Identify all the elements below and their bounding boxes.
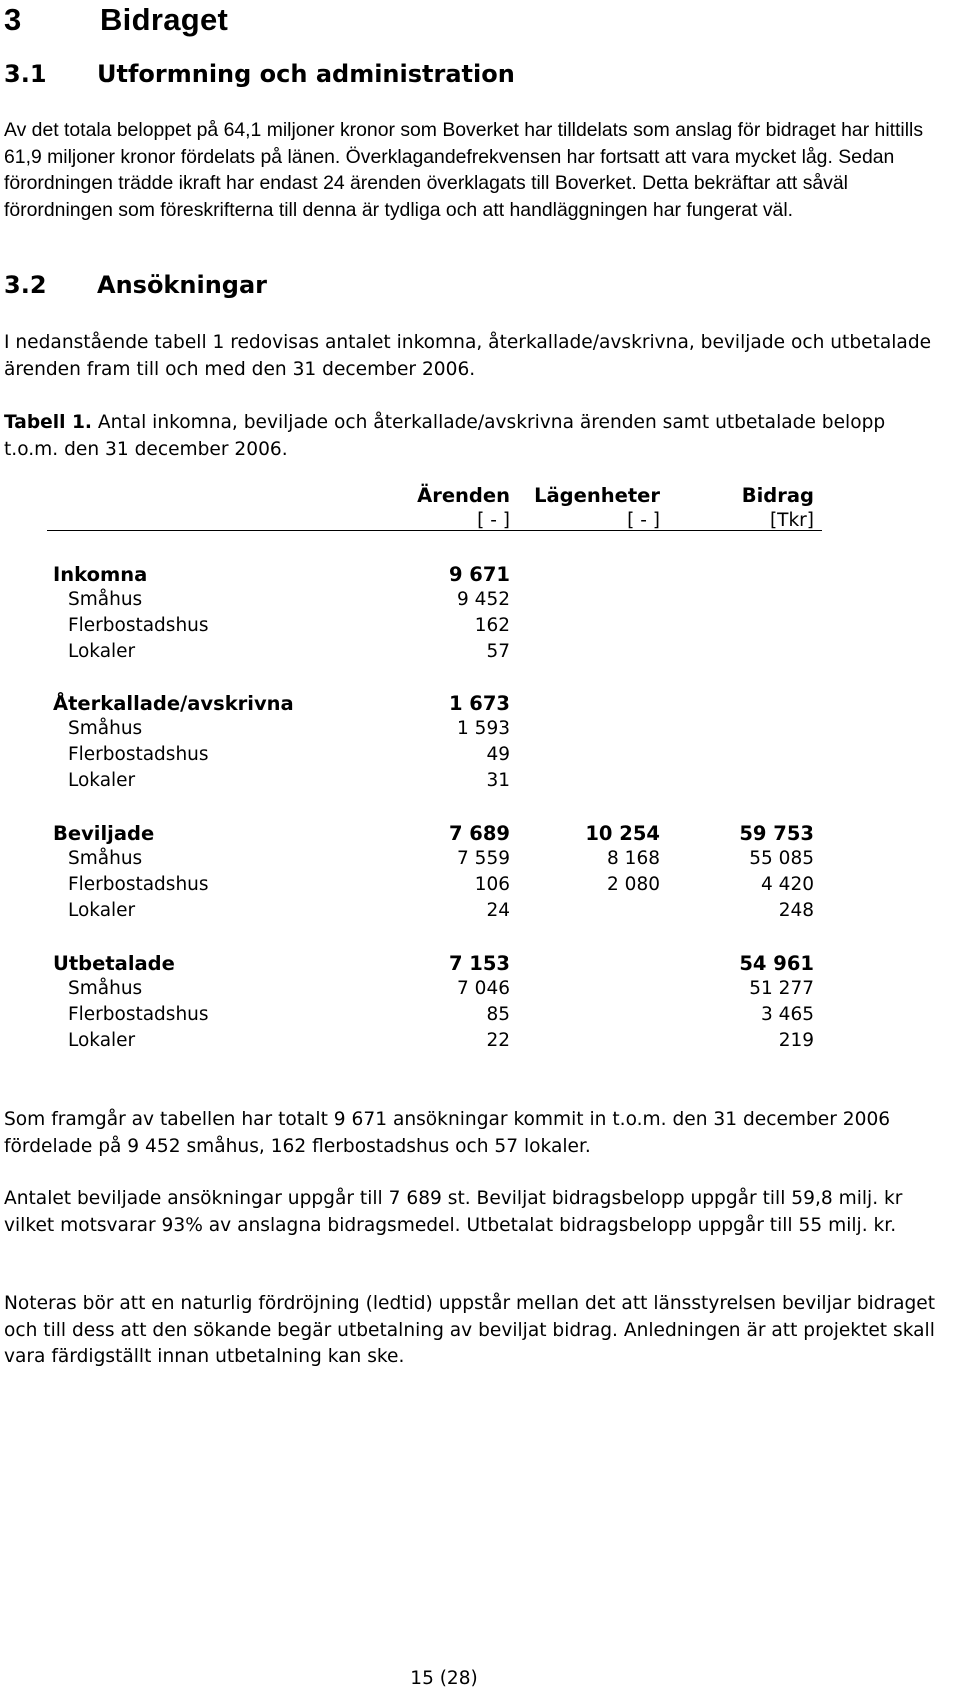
column-unit: [ - ] (477, 510, 510, 531)
group-total-cell: 7 153 (448, 952, 510, 975)
row-label: Småhus (68, 978, 143, 999)
group-total-cell: 10 254 (585, 822, 660, 845)
table-cell: 8 168 (607, 848, 660, 869)
column-unit: [ - ] (627, 510, 660, 531)
table-cell: 3 465 (761, 1004, 814, 1025)
row-label: Småhus (68, 718, 143, 739)
table-cell: 57 (486, 641, 510, 662)
table-cell: 49 (486, 744, 510, 765)
chapter-heading (4, 2, 228, 38)
table-caption-text: Antal inkomna, beviljade och återkallade/avskrivna ärenden samt utbetalade belopp t.o.m. den 31 december 2006. (4, 412, 886, 460)
table-cell: 2 080 (607, 874, 660, 895)
section-3-1-paragraph: Av det totala beloppet på 64,1 miljoner kronor som Boverket har tilldelats som anslag för bidraget har hittills 61,9 miljoner kronor fördelats på länen. Överklagandefrekvensen har fortsatt att vara mycket låg. Sedan förordningen trädde ikraft har endast 24 ärenden överklagats till Boverket. Detta bekräftar att såväl förordningen som föreskrifterna till denna är tydliga och att handläggningen har fungerat väl. (4, 119, 924, 221)
row-label: Flerbostadshus (68, 615, 209, 636)
group-label: Beviljade (53, 822, 155, 845)
table-cell: 248 (778, 900, 814, 921)
group-label: Återkallade/avskrivna (53, 692, 294, 715)
column-header: Bidrag (741, 484, 814, 507)
group-total-cell: 1 673 (448, 692, 510, 715)
table-caption-label: Tabell 1. (4, 412, 92, 433)
section-title: Ansökningar (97, 271, 268, 299)
table-cell: 24 (486, 900, 510, 921)
table-cell: 85 (486, 1004, 510, 1025)
table-cell: 106 (474, 874, 510, 895)
row-label: Flerbostadshus (68, 874, 209, 895)
row-label: Flerbostadshus (68, 1004, 209, 1025)
group-total-cell: 7 689 (448, 822, 510, 845)
table-cell: 51 277 (749, 978, 814, 999)
group-total-cell: 59 753 (739, 822, 814, 845)
row-label: Lokaler (68, 641, 136, 662)
chapter-title: Bidraget (100, 2, 229, 37)
table-cell: 219 (778, 1030, 814, 1051)
table-cell: 22 (486, 1030, 510, 1051)
table-cell: 4 420 (761, 874, 814, 895)
chapter-number: 3 (4, 2, 22, 37)
row-label: Flerbostadshus (68, 744, 209, 765)
group-label: Utbetalade (53, 952, 175, 975)
table-cell: 162 (474, 615, 510, 636)
row-label: Lokaler (68, 770, 136, 791)
table-cell: 1 593 (457, 718, 510, 739)
group-total-cell: 9 671 (448, 563, 510, 586)
group-label: Inkomna (53, 563, 148, 586)
column-header: Ärenden (417, 484, 510, 507)
section-3-2-paragraph: I nedanstående tabell 1 redovisas antalet inkomna, återkallade/avskrivna, beviljade och utbetalade ärenden fram till och med den 31 december 2006. (4, 332, 932, 380)
group-total-cell: 54 961 (739, 952, 814, 975)
column-unit: [Tkr] (769, 510, 814, 531)
body-paragraph: Antalet beviljade ansökningar uppgår till 7 689 st. Beviljat bidragsbelopp uppgår till 59,8 milj. kr vilket motsvarar 93% av anslagna bidragsmedel. Utbetalat bidragsbelopp uppgår till 55 milj. kr. (4, 1188, 903, 1236)
table-caption (4, 410, 944, 463)
table-cell: 55 085 (749, 848, 814, 869)
body-paragraph: Noteras bör att en naturlig fördröjning (ledtid) uppstår mellan det att länsstyrelsen beviljar bidraget och till dess att den sökande begär utbetalning av beviljat bidrag. Anledningen är att projektet skall vara färdigställt innan utbetalning kan ske. (4, 1293, 936, 1367)
section-title: Utformning och administration (97, 60, 515, 88)
row-label: Lokaler (68, 1030, 136, 1051)
table-cell: 7 046 (457, 978, 510, 999)
table-header-rule (47, 530, 822, 531)
table-cell: 9 452 (457, 589, 510, 610)
column-header: Lägenheter (534, 484, 660, 507)
section-number: 3.1 (4, 60, 47, 88)
page-number: 15 (28) (410, 1668, 478, 1689)
section-number: 3.2 (4, 271, 47, 299)
row-label: Lokaler (68, 900, 136, 921)
row-label: Småhus (68, 848, 143, 869)
body-paragraph: Som framgår av tabellen har totalt 9 671 ansökningar kommit in t.o.m. den 31 december 2006 fördelade på 9 452 småhus, 162 flerbostadshus och 57 lokaler. (4, 1109, 891, 1157)
row-label: Småhus (68, 589, 143, 610)
table-cell: 31 (486, 770, 510, 791)
table-cell: 7 559 (457, 848, 510, 869)
section-heading-3-2 (4, 271, 267, 299)
section-heading-3-1 (4, 60, 515, 88)
